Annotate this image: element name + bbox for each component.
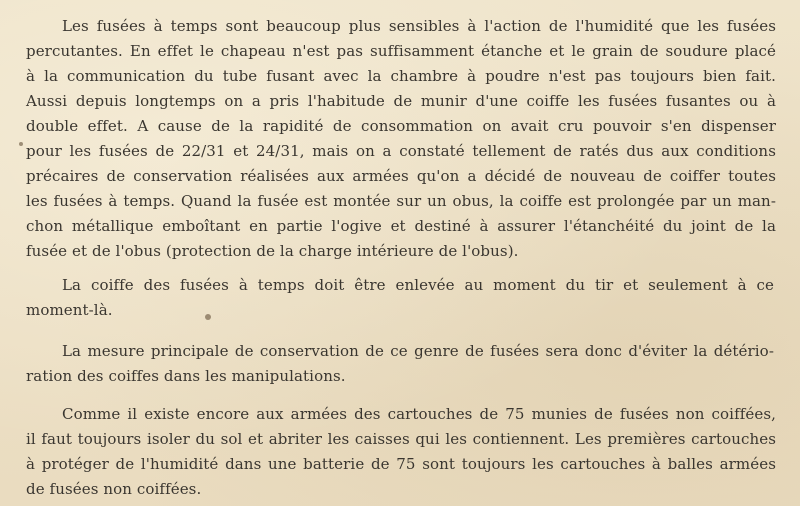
- text-line: à protéger de l'humidité dans une batterie de 75 sont toujours les cartouches à balles armées: [26, 455, 776, 473]
- text-line: Aussi depuis longtemps on a pris l'habitude de munir d'une coiffe les fusées fusantes ou à: [26, 92, 776, 110]
- text-line: double effet. A cause de la rapidité de consommation on avait cru pouvoir s'en dispenser: [26, 117, 776, 135]
- text-line: Comme il existe encore aux armées des cartouches de 75 munies de fusées non coiffées,: [62, 405, 776, 423]
- ink-speck: [19, 142, 23, 146]
- text-line: La coiffe des fusées à temps doit être enlevée au moment du tir et seulement à ce: [62, 276, 774, 294]
- text-line: percutantes. En effet le chapeau n'est pas suffisamment étanche et le grain de soudure placé: [26, 42, 776, 60]
- text-line: moment-là.: [26, 301, 113, 319]
- text-line: à la communication du tube fusant avec la chambre à poudre n'est pas toujours bien fait.: [26, 67, 776, 85]
- text-line: les fusées à temps. Quand la fusée est montée sur un obus, la coiffe est prolongée par un man-: [26, 192, 776, 210]
- text-line: La mesure principale de conservation de ce genre de fusées sera donc d'éviter la détério-: [62, 342, 774, 360]
- text-line: ration des coiffes dans les manipulations.: [26, 367, 346, 385]
- text-line: précaires de conservation réalisées aux armées qu'on a décidé de nouveau de coiffer toutes: [26, 167, 776, 185]
- ink-speck: [205, 314, 211, 320]
- text-line: Les fusées à temps sont beaucoup plus sensibles à l'action de l'humidité que les fusées: [62, 17, 776, 35]
- text-line: chon métallique emboîtant en partie l'ogive et destiné à assurer l'étanchéité du joint de la: [26, 217, 776, 235]
- text-line: de fusées non coiffées.: [26, 480, 202, 498]
- text-line: pour les fusées de 22/31 et 24/31, mais on a constaté tellement de ratés dus aux conditions: [26, 142, 776, 160]
- text-line: fusée et de l'obus (protection de la charge intérieure de l'obus).: [26, 242, 519, 260]
- text-line: il faut toujours isoler du sol et abriter les caisses qui les contiennent. Les premières cartouches: [26, 430, 776, 448]
